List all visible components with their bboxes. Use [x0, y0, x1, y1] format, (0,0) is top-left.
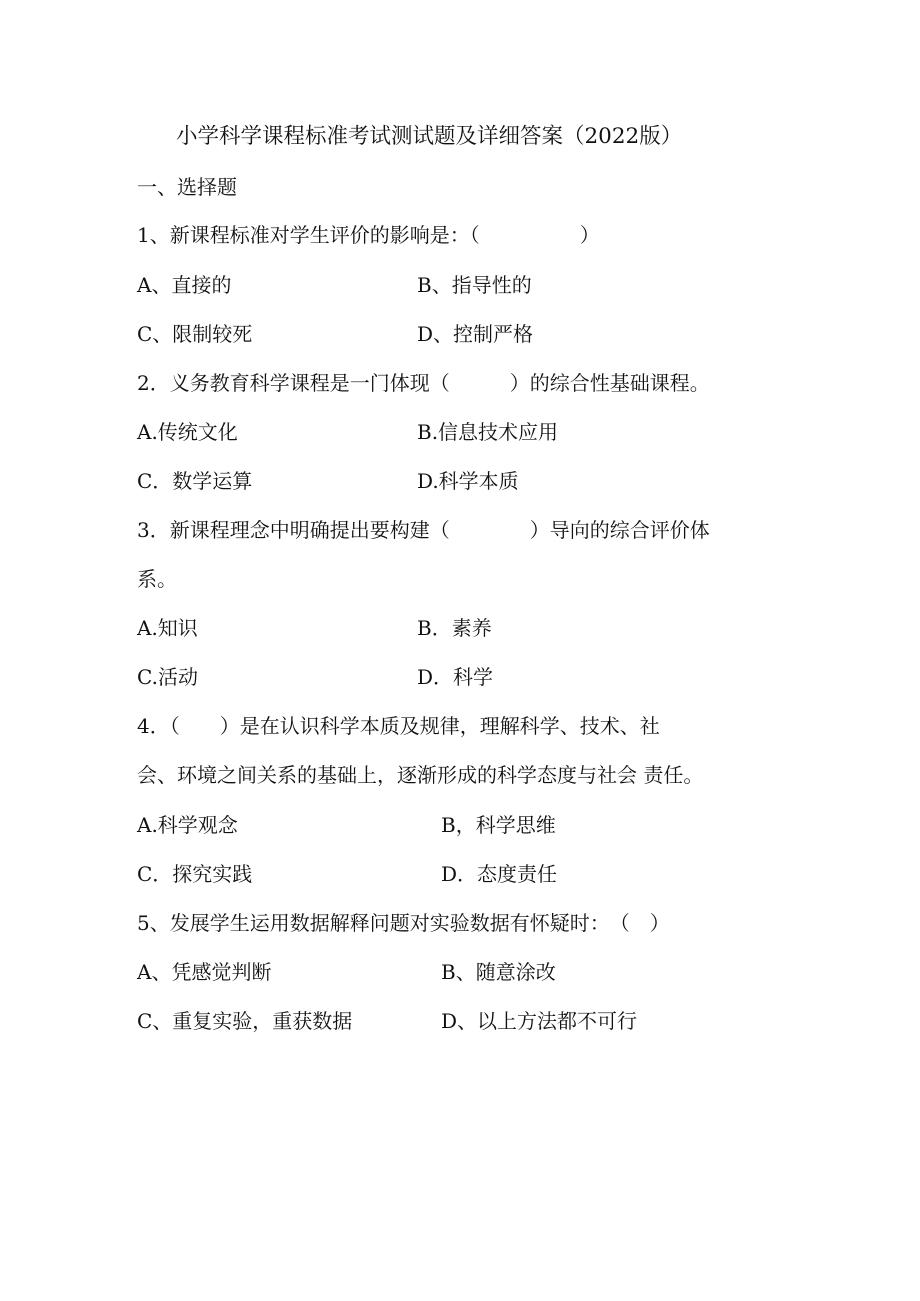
- question-2-option-d: D.科学本质: [417, 469, 519, 493]
- question-2-option-c: C．数学运算: [137, 469, 253, 493]
- question-1-option-d: D、控制严格: [417, 322, 534, 346]
- question-1-option-b: B、指导性的: [417, 273, 532, 297]
- question-1-stem: 1、新课程标准对学生评价的影响是：（ ）: [137, 223, 600, 247]
- question-2-option-a: A.传统文化: [137, 420, 238, 444]
- question-4-stem-line-2: 会、环境之间关系的基础上，逐渐形成的科学态度与社会 责任。: [137, 763, 704, 787]
- question-4-option-d: D．态度责任: [441, 862, 558, 886]
- question-4-stem-line-1: 4．（ ）是在认识科学本质及规律，理解科学、技术、社: [137, 714, 660, 738]
- question-4-option-b: B，科学思维: [441, 813, 556, 837]
- question-3-option-d: D．科学: [417, 665, 494, 689]
- question-2-stem: 2．义务教育科学课程是一门体现（ ）的综合性基础课程。: [137, 371, 710, 395]
- question-5-option-a: A、凭感觉判断: [137, 960, 272, 984]
- question-3-stem-line-1: 3．新课程理念中明确提出要构建（ ）导向的综合评价体: [137, 518, 710, 542]
- document-title: 小学科学课程标准考试测试题及详细答案（2022版）: [176, 124, 683, 149]
- question-5-option-b: B、随意涂改: [441, 960, 556, 984]
- question-2-option-b: B.信息技术应用: [417, 420, 559, 444]
- question-4-option-a: A.科学观念: [137, 813, 238, 837]
- question-3-option-b: B．素养: [417, 616, 492, 640]
- question-5-option-d: D、以上方法都不可行: [441, 1009, 638, 1033]
- question-3-stem-line-2: 系。: [137, 567, 177, 591]
- question-4-option-c: C．探究实践: [137, 862, 253, 886]
- question-3-option-c: C.活动: [137, 665, 198, 689]
- question-5-option-c: C、重复实验，重获数据: [137, 1009, 353, 1033]
- section-heading: 一、选择题: [137, 175, 237, 199]
- question-1-option-c: C、限制较死: [137, 322, 253, 346]
- question-3-option-a: A.知识: [137, 616, 198, 640]
- question-1-option-a: A、直接的: [137, 273, 232, 297]
- question-5-stem: 5、发展学生运用数据解释问题对实验数据有怀疑时： （ ）: [137, 911, 670, 935]
